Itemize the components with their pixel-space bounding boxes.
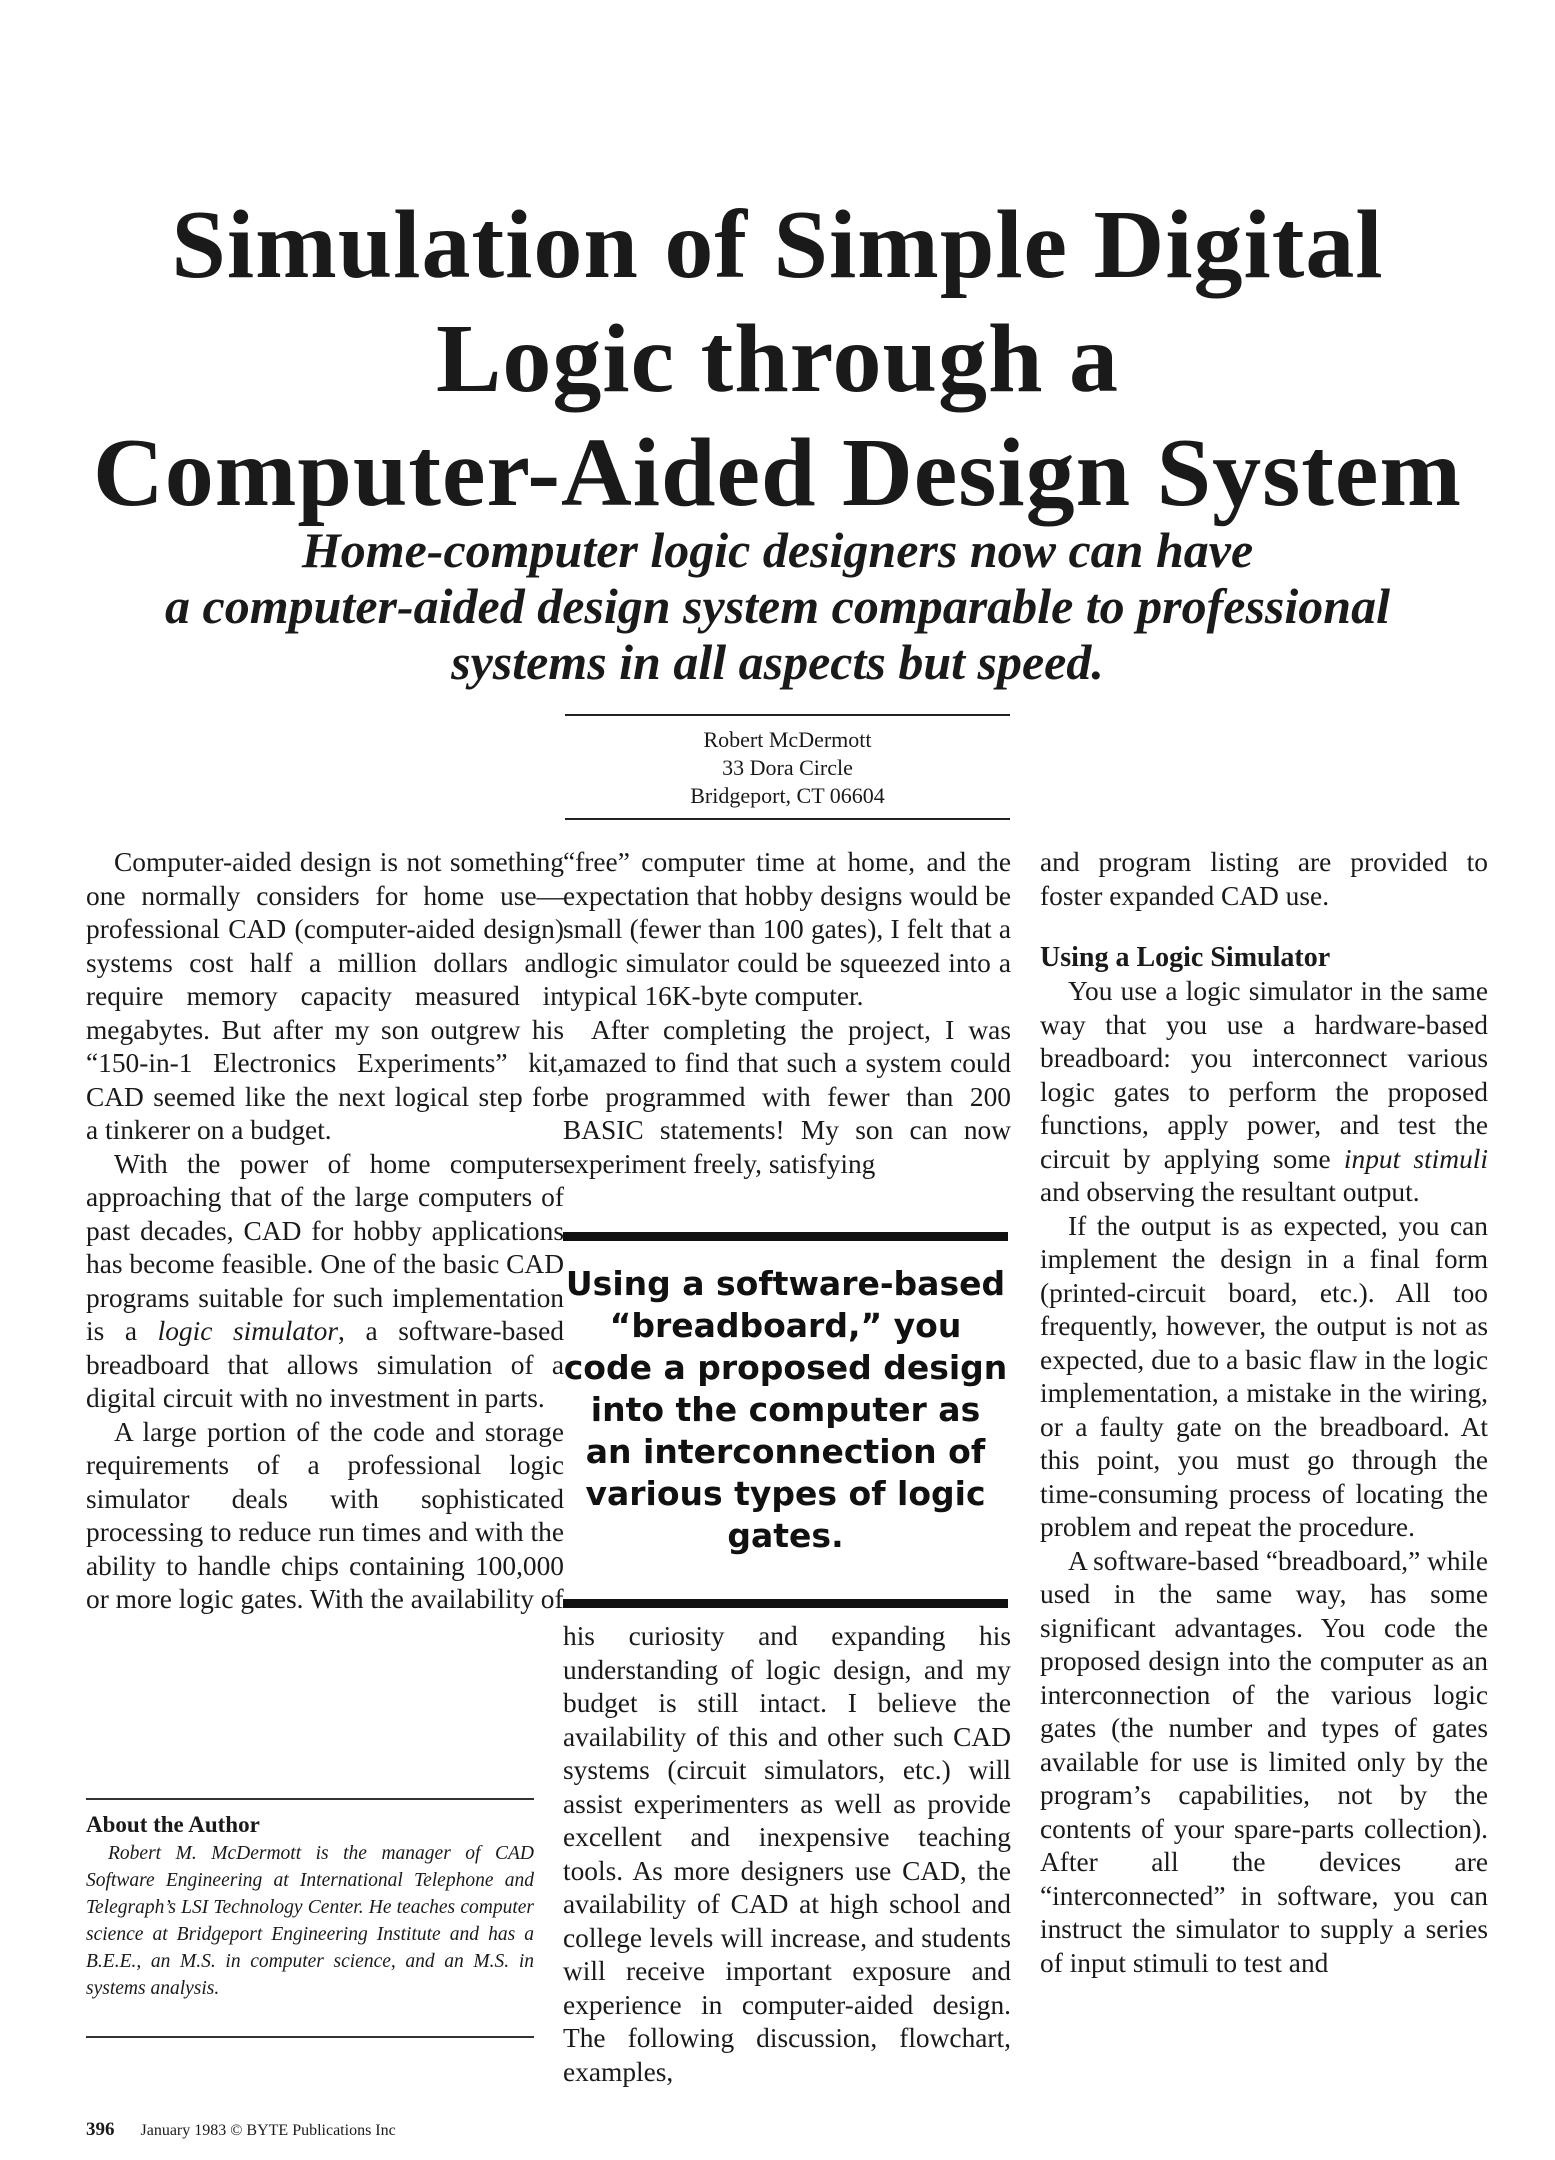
paragraph: With the power of home computers approaching that of the large computers of past decades, CAD for hobby applications has become feasible. One of the basic CAD programs suitable for such implementation is a logic simulator, a software-based breadboard that allows simulation of a digital circuit with no investment in parts.: [86, 1148, 564, 1413]
column-2-bottom: [563, 1620, 1011, 2089]
section-heading: Using a Logic Simulator: [1040, 942, 1331, 973]
article-subtitle: [60, 522, 1495, 690]
title-line: Computer-Aided Design System: [92, 419, 1463, 527]
about-heading: About the Author: [86, 1812, 260, 1837]
article-title: [60, 188, 1495, 530]
paragraph: and program listing are provided to foster expanded CAD use.: [1040, 847, 1488, 911]
column-1: [86, 846, 564, 1617]
paragraph: A large portion of the code and storage requirements of a professional logic simulator deals with sophisticated processing to reduce run times and with the ability to handle chips containing 100,000 or more logic gates. With the availability of: [86, 1416, 564, 1614]
emphasis: logic simulator: [157, 1316, 338, 1346]
emphasis: input stimuli: [1343, 1143, 1488, 1174]
byline-top-rule: [565, 714, 1010, 716]
paragraph: If the output is as expected, you can implement the design in a final form (printed-circuit board, etc.). All too frequently, however, the output is not as expected, due to a basic flaw in the logic implementation, a mistake in the wiring, or a faulty gate on the breadboard. At this point, you must go through the time-consuming process of locating the problem and repeat the procedure.: [1040, 1210, 1488, 1542]
subtitle-line: systems in all aspects but speed.: [451, 634, 1104, 690]
column-3: [1040, 846, 1488, 1980]
subtitle-line: a computer-aided design system comparable to professional: [165, 578, 1390, 634]
paragraph: “free” computer time at home, and the expectation that hobby designs would be small (fewer than 100 gates), I felt that a logic simulator could be squeezed into a typical 16K-byte computer.: [563, 847, 1011, 1011]
byline-bottom-rule: [565, 818, 1010, 820]
author-street: 33 Dora Circle: [722, 755, 853, 780]
about-the-author: [86, 1798, 534, 2038]
byline: [565, 726, 1010, 810]
author-name: Robert McDermott: [703, 727, 872, 752]
paragraph: Computer-aided design is not something one normally considers for home use—professional CAD (computer-aided design) systems cost half a million dollars and require memory capacity measured in megabytes. But after my son outgrew his “150-in-1 Electronics Experiments” kit, CAD seemed like the next logical step for a tinkerer on a budget.: [86, 847, 564, 1145]
paragraph: You use a logic simulator in the same way that you use a hardware-based breadboard: you interconnect various logic gates to perform the proposed functions, apply power, and test the circuit by applying some input stimuli and observing the resultant output.: [1040, 976, 1488, 1207]
footer-text: January 1983 © BYTE Publications Inc: [140, 2122, 396, 2139]
column-2-top: [563, 846, 1011, 1181]
about-text: Robert M. McDermott is the manager of CAD Software Engineering at International Telephone and Telegraph’s LSI Technology Center. He teaches computer science at Bridgeport Engineering Institute and has a B.E.E., an M.S. in computer science, and an M.S. in systems analysis.: [86, 1843, 534, 1999]
paragraph: his curiosity and expanding his understanding of logic design, and my budget is still intact. I believe the availability of this and other such CAD systems (circuit simulators, etc.) will assist experimenters as well as provide excellent and inexpensive teaching tools. As more designers use CAD, the availability of CAD at high school and college levels will increase, and students will receive important exposure and experience in computer-aided design. The following discussion, flowchart, examples,: [563, 1621, 1011, 2087]
subtitle-line: Home-computer logic designers now can have: [301, 522, 1254, 578]
page-footer: [86, 2120, 396, 2141]
title-line: Simulation of Simple Digital: [171, 191, 1384, 299]
paragraph: A software-based “breadboard,” while used in the same way, has some significant advantages. You code the proposed design into the computer as an interconnection of the various logic gates (the number and types of gates available for use is limited only by the program’s capabilities, not by the contents of your spare-parts collection). After all the devices are “interconnected” in software, you can instruct the simulator to supply a series of input stimuli to test and: [1040, 1545, 1488, 1978]
pull-quote: Using a software-based “breadboard,” you code a proposed design into the computer as an interconnection of various types of logic gates.: [563, 1232, 1008, 1608]
author-city: Bridgeport, CT 06604: [690, 783, 885, 808]
title-line: Logic through a: [436, 305, 1119, 413]
page-number: 396: [86, 2119, 115, 2140]
paragraph: After completing the project, I was amazed to find that such a system could be programmed with fewer than 200 BASIC statements! My son can now experiment freely, satisfying: [563, 1014, 1011, 1179]
